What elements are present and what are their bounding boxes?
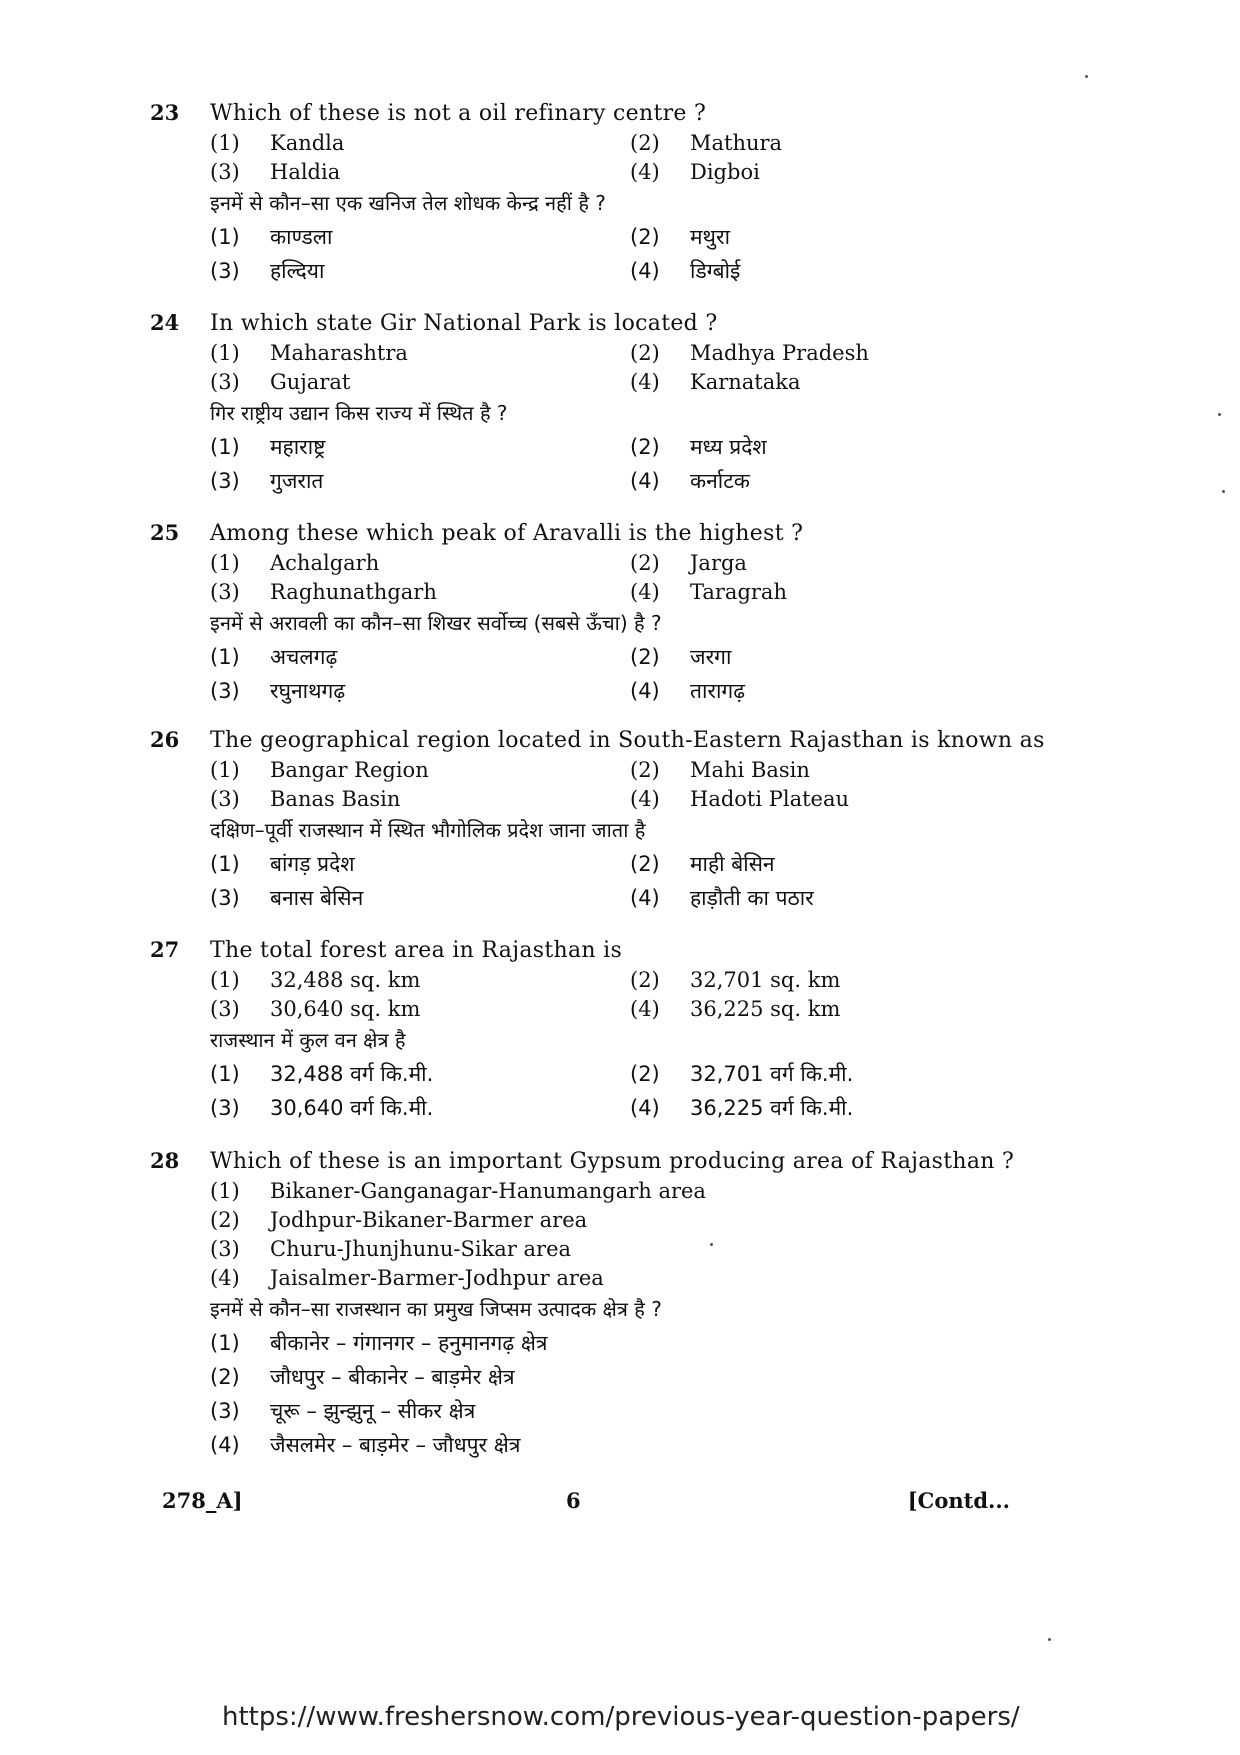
- option-text: Mathura: [690, 131, 783, 155]
- option-text: तारागढ़: [690, 679, 746, 703]
- question-number: 23: [150, 100, 180, 125]
- option: [210, 1431, 1150, 1465]
- question-27: [150, 937, 1150, 1128]
- scan-speck: [710, 1243, 713, 1246]
- option: [210, 787, 630, 816]
- option: [630, 677, 1050, 711]
- option: [630, 370, 1050, 399]
- option-text: Madhya Pradesh: [690, 341, 869, 365]
- option-text: 32,488 वर्ग कि.मी.: [270, 1062, 434, 1086]
- question-text-hi: इनमें से अरावली का कौन–सा शिखर सर्वोच्च (सबसे ऊँचा) है ?: [210, 611, 662, 635]
- option: [210, 677, 630, 711]
- option-text: काण्डला: [270, 225, 333, 249]
- options-en: [210, 758, 1150, 816]
- option-text: जैसलमेर – बाड़मेर – जौधपुर क्षेत्र: [270, 1433, 521, 1457]
- option: [630, 223, 1050, 257]
- option: [210, 1237, 1150, 1266]
- options-en: [210, 131, 1150, 189]
- option: [210, 257, 630, 291]
- question-23: [150, 100, 1150, 291]
- option-text: जरगा: [690, 645, 732, 669]
- option-text: Banas Basin: [270, 787, 401, 811]
- option-text: Bangar Region: [270, 758, 429, 782]
- option: [630, 467, 1050, 501]
- option: [210, 968, 630, 997]
- options-en: [210, 341, 1150, 399]
- option-number: (4): [630, 160, 660, 184]
- option-number: (2): [630, 1062, 660, 1086]
- option: [210, 1266, 1150, 1295]
- question-24: [150, 310, 1150, 501]
- option: [210, 580, 630, 609]
- question-25: [150, 520, 1150, 711]
- option: [210, 997, 630, 1026]
- option: [630, 787, 1050, 816]
- option: [630, 1094, 1050, 1128]
- option-number: (4): [630, 1096, 660, 1120]
- option-number: (2): [630, 758, 660, 782]
- option-text: Gujarat: [270, 370, 351, 394]
- option-text: रघुनाथगढ़: [270, 679, 346, 703]
- question-text-hi: इनमें से कौन–सा एक खनिज तेल शोधक केन्द्र नहीं है ?: [210, 191, 606, 215]
- option-number: (1): [210, 225, 240, 249]
- option: [630, 551, 1050, 580]
- question-number: 24: [150, 310, 180, 335]
- option-text: 30,640 वर्ग कि.मी.: [270, 1096, 434, 1120]
- option: [210, 643, 630, 677]
- option-number: (3): [210, 679, 240, 703]
- option-text: कर्नाटक: [690, 469, 750, 493]
- scan-speck: [1048, 1638, 1051, 1641]
- option: [210, 850, 630, 884]
- scan-speck: [1222, 490, 1225, 493]
- option-text: माही बेसिन: [690, 852, 775, 876]
- option-number: (3): [210, 580, 240, 604]
- option-number: (2): [630, 341, 660, 365]
- options-hi: [210, 1329, 1150, 1465]
- option: [210, 551, 630, 580]
- option-number: (4): [630, 997, 660, 1021]
- option-number: (3): [210, 787, 240, 811]
- option: [630, 884, 1050, 918]
- option: [210, 341, 630, 370]
- option: [630, 580, 1050, 609]
- option-text: Jarga: [690, 551, 747, 575]
- option: [630, 160, 1050, 189]
- option-number: (1): [210, 758, 240, 782]
- question-text-en: The total forest area in Rajasthan is: [210, 938, 623, 963]
- option-number: (1): [210, 1331, 240, 1355]
- option-number: (4): [630, 679, 660, 703]
- option-text: महाराष्ट्र: [270, 435, 326, 459]
- option: [210, 1060, 630, 1094]
- option: [630, 997, 1050, 1026]
- option-text: Digboi: [690, 160, 760, 184]
- option: [630, 257, 1050, 291]
- option-number: (2): [630, 645, 660, 669]
- options-en: [210, 968, 1150, 1026]
- option-text: Karnataka: [690, 370, 801, 394]
- option-text: Maharashtra: [270, 341, 408, 365]
- option-number: (4): [210, 1433, 240, 1457]
- option-text: अचलगढ़: [270, 645, 338, 669]
- question-text-en: Among these which peak of Aravalli is the highest ?: [210, 521, 804, 546]
- option-number: (1): [210, 852, 240, 876]
- option: [630, 1060, 1050, 1094]
- option-text: 32,488 sq. km: [270, 968, 421, 992]
- option: [630, 850, 1050, 884]
- continued-marker: [Contd...: [907, 1488, 1010, 1513]
- scan-speck: [1085, 75, 1088, 78]
- option-number: (1): [210, 131, 240, 155]
- option-text: Bikaner-Ganganagar-Hanumangarh area: [270, 1179, 706, 1203]
- option: [210, 223, 630, 257]
- option-number: (3): [210, 1237, 240, 1261]
- question-text-hi: दक्षिण–पूर्वी राजस्थान में स्थित भौगोलिक प्रदेश जाना जाता है: [210, 818, 646, 842]
- question-28: [150, 1148, 1150, 1465]
- option-text: Taragrah: [690, 580, 787, 604]
- option-number: (1): [210, 435, 240, 459]
- option-text: 36,225 sq. km: [690, 997, 841, 1021]
- option: [210, 1179, 1150, 1208]
- option: [630, 341, 1050, 370]
- option: [210, 884, 630, 918]
- option-text: बांगड़ प्रदेश: [270, 852, 355, 876]
- question-number: 26: [150, 727, 180, 752]
- option: [210, 467, 630, 501]
- option-text: बीकानेर – गंगानगर – हनुमानगढ़ क्षेत्र: [270, 1331, 548, 1355]
- option-number: (3): [210, 997, 240, 1021]
- question-text-en: Which of these is an important Gypsum producing area of Rajasthan ?: [210, 1149, 1015, 1174]
- question-text-en: In which state Gir National Park is located ?: [210, 311, 718, 336]
- option-text: Haldia: [270, 160, 341, 184]
- option-text: Hadoti Plateau: [690, 787, 850, 811]
- option-text: मथुरा: [690, 225, 731, 249]
- option-text: 32,701 sq. km: [690, 968, 841, 992]
- option-number: (2): [630, 435, 660, 459]
- option-number: (1): [210, 968, 240, 992]
- option-number: (2): [630, 968, 660, 992]
- option: [210, 1397, 1150, 1431]
- option-text: मध्य प्रदेश: [690, 435, 767, 459]
- option-number: (4): [630, 580, 660, 604]
- option-number: (1): [210, 551, 240, 575]
- option-text: हाड़ौती का पठार: [690, 886, 814, 910]
- question-text-hi: इनमें से कौन–सा राजस्थान का प्रमुख जिप्सम उत्पादक क्षेत्र है ?: [210, 1297, 662, 1321]
- option-text: बनास बेसिन: [270, 886, 364, 910]
- option-number: (2): [630, 131, 660, 155]
- option-number: (2): [630, 225, 660, 249]
- option: [210, 1208, 1150, 1237]
- option-number: (2): [210, 1365, 240, 1389]
- option-text: जौधपुर – बीकानेर – बाड़मेर क्षेत्र: [270, 1365, 515, 1389]
- option: [210, 758, 630, 787]
- option-number: (4): [210, 1266, 240, 1290]
- option-text: Raghunathgarh: [270, 580, 437, 604]
- option-text: Mahi Basin: [690, 758, 810, 782]
- option-text: डिग्बोई: [690, 259, 741, 283]
- page-footer: [162, 1488, 1010, 1513]
- option-number: (1): [210, 1062, 240, 1086]
- options-hi: [210, 223, 1150, 291]
- option-text: Churu-Jhunjhunu-Sikar area: [270, 1237, 572, 1261]
- option-number: (3): [210, 259, 240, 283]
- option: [630, 758, 1050, 787]
- option: [210, 160, 630, 189]
- options-hi: [210, 643, 1150, 711]
- question-26: [150, 727, 1150, 918]
- option-text: Jaisalmer-Barmer-Jodhpur area: [270, 1266, 604, 1290]
- option-text: Jodhpur-Bikaner-Barmer area: [270, 1208, 588, 1232]
- option-number: (3): [210, 1399, 240, 1423]
- option-text: 36,225 वर्ग कि.मी.: [690, 1096, 854, 1120]
- option-number: (4): [630, 886, 660, 910]
- option: [210, 1363, 1150, 1397]
- option-number: (3): [210, 370, 240, 394]
- option-number: (4): [630, 469, 660, 493]
- options-hi: [210, 433, 1150, 501]
- question-text-hi: राजस्थान में कुल वन क्षेत्र है: [210, 1028, 406, 1052]
- option: [630, 643, 1050, 677]
- option: [630, 131, 1050, 160]
- question-number: 25: [150, 520, 180, 545]
- option-number: (3): [210, 886, 240, 910]
- option-number: (4): [630, 787, 660, 811]
- option-number: (1): [210, 645, 240, 669]
- page-number: 6: [566, 1488, 581, 1513]
- option: [630, 433, 1050, 467]
- option-text: Kandla: [270, 131, 345, 155]
- option-number: (2): [210, 1208, 240, 1232]
- option-number: (1): [210, 341, 240, 365]
- option: [210, 370, 630, 399]
- option-text: 30,640 sq. km: [270, 997, 421, 1021]
- option: [210, 131, 630, 160]
- paper-code: 278_A]: [162, 1488, 243, 1513]
- option-number: (3): [210, 160, 240, 184]
- option-number: (2): [630, 852, 660, 876]
- question-text-hi: गिर राष्ट्रीय उद्यान किस राज्य में स्थित है ?: [210, 401, 508, 425]
- option-number: (2): [630, 551, 660, 575]
- option-number: (1): [210, 1179, 240, 1203]
- option-text: Achalgarh: [270, 551, 380, 575]
- question-number: 28: [150, 1148, 180, 1173]
- option-text: चूरू – झुन्झुनू – सीकर क्षेत्र: [270, 1399, 476, 1423]
- option: [210, 1329, 1150, 1363]
- option: [210, 1094, 630, 1128]
- source-url: https://www.freshersnow.com/previous-year-question-papers/: [222, 1702, 1020, 1732]
- options-hi: [210, 850, 1150, 918]
- option-number: (3): [210, 469, 240, 493]
- option-text: 32,701 वर्ग कि.मी.: [690, 1062, 854, 1086]
- option-text: गुजरात: [270, 469, 324, 493]
- options-hi: [210, 1060, 1150, 1128]
- option: [210, 433, 630, 467]
- question-text-en: Which of these is not a oil refinary centre ?: [210, 101, 707, 126]
- option-text: हल्दिया: [270, 259, 325, 283]
- option-number: (4): [630, 370, 660, 394]
- options-en: [210, 1179, 1150, 1295]
- question-text-en: The geographical region located in South-Eastern Rajasthan is known as: [210, 728, 1045, 753]
- option-number: (3): [210, 1096, 240, 1120]
- option-number: (4): [630, 259, 660, 283]
- question-number: 27: [150, 937, 180, 962]
- scan-speck: [1218, 413, 1221, 416]
- option: [630, 968, 1050, 997]
- options-en: [210, 551, 1150, 609]
